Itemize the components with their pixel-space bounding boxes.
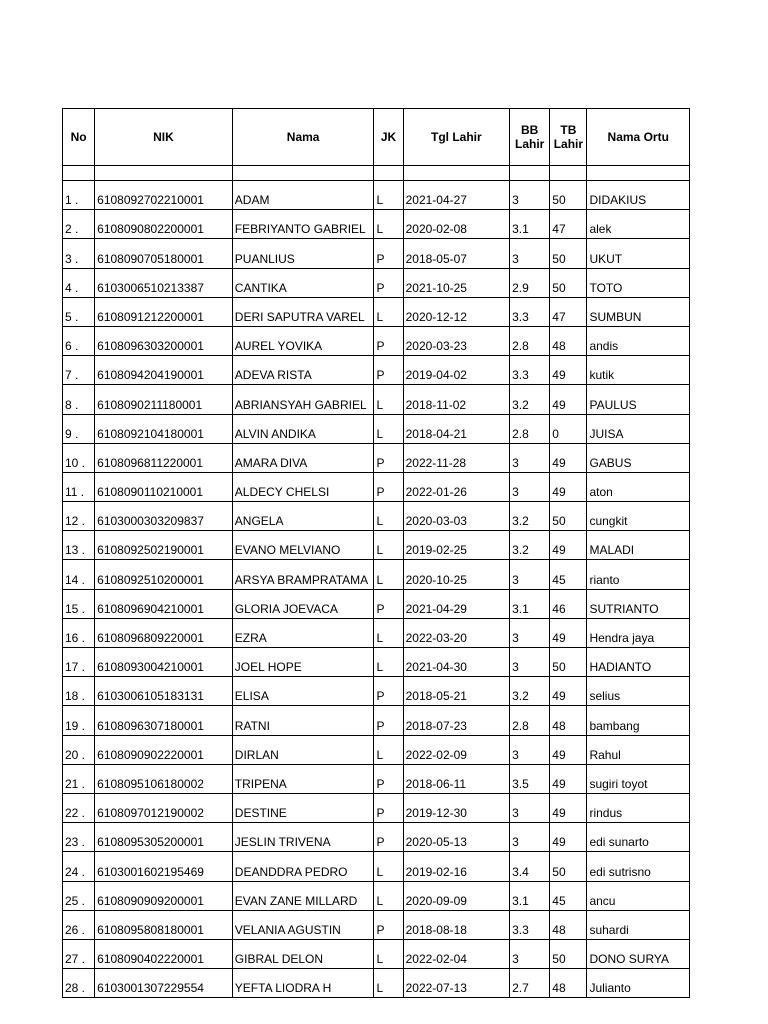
header-tgl-lahir: Tgl Lahir — [403, 109, 510, 166]
cell-no: 12 . — [63, 502, 95, 531]
header-tb-lahir-line2: Lahir — [553, 137, 584, 151]
cell-nama: FEBRIYANTO GABRIEL — [232, 210, 374, 239]
cell-tgl-lahir: 2019-04-02 — [403, 356, 510, 385]
cell-nama: GLORIA JOEVACA — [232, 589, 374, 618]
header-jk: JK — [374, 109, 403, 166]
cell-jk: P — [374, 326, 403, 355]
cell-nama: ELISA — [232, 677, 374, 706]
cell-tb-lahir: 48 — [550, 326, 587, 355]
cell-bb-lahir: 3 — [510, 823, 550, 852]
cell-tb-lahir: 49 — [550, 618, 587, 647]
cell-tb-lahir: 48 — [550, 706, 587, 735]
cell-jk: P — [374, 472, 403, 501]
cell-tgl-lahir: 2020-05-13 — [403, 823, 510, 852]
cell-nama-ortu: Rahul — [587, 735, 690, 764]
cell-nama: PUANLIUS — [232, 239, 374, 268]
cell-nama: ALVIN ANDIKA — [232, 414, 374, 443]
cell-bb-lahir: 3.5 — [510, 764, 550, 793]
cell-nama: GIBRAL DELON — [232, 939, 374, 968]
cell-nama-ortu: edi sutrisno — [587, 852, 690, 881]
table-row — [63, 735, 690, 764]
cell-nik: 6103006510213387 — [95, 268, 233, 297]
cell-tgl-lahir: 2020-03-03 — [403, 502, 510, 531]
cell-no: 6 . — [63, 326, 95, 355]
cell-tgl-lahir: 2019-02-16 — [403, 852, 510, 881]
cell-no: 28 . — [63, 969, 95, 998]
table-row — [63, 385, 690, 414]
cell-nama: EZRA — [232, 618, 374, 647]
cell-jk: L — [374, 385, 403, 414]
table-row — [63, 939, 690, 968]
table-row — [63, 443, 690, 472]
cell-bb-lahir: 2.8 — [510, 706, 550, 735]
cell-jk: P — [374, 677, 403, 706]
cell-no: 15 . — [63, 589, 95, 618]
cell-no: 19 . — [63, 706, 95, 735]
cell-bb-lahir: 3.2 — [510, 385, 550, 414]
cell-tgl-lahir: 2022-01-26 — [403, 472, 510, 501]
cell-jk: L — [374, 414, 403, 443]
cell-no: 26 . — [63, 910, 95, 939]
cell-no: 27 . — [63, 939, 95, 968]
header-bb-lahir-line1: BB — [521, 123, 539, 137]
cell-tb-lahir: 49 — [550, 735, 587, 764]
cell-nama: DEANDDRA PEDRO — [232, 852, 374, 881]
cell-nama-ortu: SUMBUN — [587, 297, 690, 326]
cell-nama: DESTINE — [232, 793, 374, 822]
cell-nama: DIRLAN — [232, 735, 374, 764]
cell-nama: ALDECY CHELSI — [232, 472, 374, 501]
cell-nama-ortu: DONO SURYA — [587, 939, 690, 968]
table-row — [63, 793, 690, 822]
table-row — [63, 502, 690, 531]
table-row — [63, 706, 690, 735]
cell-jk: L — [374, 297, 403, 326]
spacer-cell — [510, 166, 550, 181]
cell-jk: P — [374, 764, 403, 793]
cell-nik: 6108095808180001 — [95, 910, 233, 939]
cell-bb-lahir: 3 — [510, 181, 550, 210]
table-row — [63, 560, 690, 589]
spacer-cell — [550, 166, 587, 181]
cell-tb-lahir: 49 — [550, 531, 587, 560]
cell-tgl-lahir: 2018-07-23 — [403, 706, 510, 735]
cell-nama: YEFTA LIODRA H — [232, 969, 374, 998]
cell-jk: L — [374, 531, 403, 560]
table-row — [63, 239, 690, 268]
cell-bb-lahir: 3.2 — [510, 531, 550, 560]
table-row — [63, 356, 690, 385]
cell-nik: 6108092502190001 — [95, 531, 233, 560]
table-row — [63, 969, 690, 998]
cell-no: 24 . — [63, 852, 95, 881]
cell-no: 10 . — [63, 443, 95, 472]
cell-bb-lahir: 3 — [510, 648, 550, 677]
cell-jk: P — [374, 823, 403, 852]
cell-nama: ARSYA BRAMPRATAMA — [232, 560, 374, 589]
cell-tb-lahir: 49 — [550, 443, 587, 472]
cell-tb-lahir: 49 — [550, 472, 587, 501]
cell-nik: 6108096904210001 — [95, 589, 233, 618]
cell-nama-ortu: MALADI — [587, 531, 690, 560]
cell-nama-ortu: Hendra jaya — [587, 618, 690, 647]
cell-no: 9 . — [63, 414, 95, 443]
cell-jk: L — [374, 969, 403, 998]
cell-nama-ortu: GABUS — [587, 443, 690, 472]
spacer-row — [63, 166, 690, 181]
header-row — [63, 109, 690, 166]
cell-no: 4 . — [63, 268, 95, 297]
cell-nik: 6108096307180001 — [95, 706, 233, 735]
cell-nama-ortu: ancu — [587, 881, 690, 910]
cell-tgl-lahir: 2018-08-18 — [403, 910, 510, 939]
cell-tb-lahir: 49 — [550, 356, 587, 385]
cell-nama: JESLIN TRIVENA — [232, 823, 374, 852]
cell-bb-lahir: 3 — [510, 618, 550, 647]
header-nik: NIK — [95, 109, 233, 166]
table-row — [63, 852, 690, 881]
cell-nama: VELANIA AGUSTIN — [232, 910, 374, 939]
cell-nik: 6108096303200001 — [95, 326, 233, 355]
cell-tb-lahir: 49 — [550, 823, 587, 852]
cell-nama: EVAN ZANE MILLARD — [232, 881, 374, 910]
cell-jk: P — [374, 443, 403, 472]
cell-no: 8 . — [63, 385, 95, 414]
cell-no: 22 . — [63, 793, 95, 822]
cell-nama: ADEVA RISTA — [232, 356, 374, 385]
cell-nik: 6108097012190002 — [95, 793, 233, 822]
cell-nama-ortu: edi sunarto — [587, 823, 690, 852]
cell-bb-lahir: 3.3 — [510, 297, 550, 326]
table-row — [63, 648, 690, 677]
cell-nama-ortu: aton — [587, 472, 690, 501]
cell-nama: ADAM — [232, 181, 374, 210]
cell-bb-lahir: 2.9 — [510, 268, 550, 297]
cell-tb-lahir: 49 — [550, 677, 587, 706]
cell-nik: 6108090909200001 — [95, 881, 233, 910]
cell-bb-lahir: 3 — [510, 239, 550, 268]
cell-jk: L — [374, 939, 403, 968]
table-row — [63, 618, 690, 647]
cell-jk: L — [374, 648, 403, 677]
table-row — [63, 326, 690, 355]
cell-tb-lahir: 50 — [550, 502, 587, 531]
cell-tgl-lahir: 2020-10-25 — [403, 560, 510, 589]
cell-nik: 6108095106180002 — [95, 764, 233, 793]
cell-tgl-lahir: 2020-09-09 — [403, 881, 510, 910]
cell-jk: P — [374, 268, 403, 297]
cell-no: 1 . — [63, 181, 95, 210]
spacer-cell — [403, 166, 510, 181]
cell-tb-lahir: 50 — [550, 648, 587, 677]
header-tb-lahir — [550, 109, 587, 166]
cell-nik: 6108096809220001 — [95, 618, 233, 647]
cell-bb-lahir: 3.2 — [510, 502, 550, 531]
table-row — [63, 589, 690, 618]
cell-no: 18 . — [63, 677, 95, 706]
cell-nama-ortu: andis — [587, 326, 690, 355]
cell-nik: 6108090802200001 — [95, 210, 233, 239]
cell-nama: EVANO MELVIANO — [232, 531, 374, 560]
cell-tgl-lahir: 2018-05-21 — [403, 677, 510, 706]
cell-bb-lahir: 3 — [510, 793, 550, 822]
cell-tb-lahir: 50 — [550, 239, 587, 268]
cell-nik: 6108090211180001 — [95, 385, 233, 414]
cell-bb-lahir: 2.8 — [510, 326, 550, 355]
table-row — [63, 881, 690, 910]
cell-tb-lahir: 48 — [550, 910, 587, 939]
cell-tb-lahir: 45 — [550, 560, 587, 589]
cell-nik: 6103001602195469 — [95, 852, 233, 881]
cell-no: 11 . — [63, 472, 95, 501]
spacer-cell — [232, 166, 374, 181]
cell-tb-lahir: 49 — [550, 793, 587, 822]
cell-bb-lahir: 3 — [510, 560, 550, 589]
header-no: No — [63, 109, 95, 166]
cell-nama: TRIPENA — [232, 764, 374, 793]
cell-bb-lahir: 2.8 — [510, 414, 550, 443]
cell-nama-ortu: rianto — [587, 560, 690, 589]
cell-nik: 6108092510200001 — [95, 560, 233, 589]
cell-nama-ortu: JUISA — [587, 414, 690, 443]
cell-no: 3 . — [63, 239, 95, 268]
cell-nama: CANTIKA — [232, 268, 374, 297]
table-row — [63, 268, 690, 297]
cell-tb-lahir: 48 — [550, 969, 587, 998]
cell-bb-lahir: 3.2 — [510, 677, 550, 706]
cell-tb-lahir: 50 — [550, 268, 587, 297]
cell-jk: L — [374, 210, 403, 239]
table-body — [63, 166, 690, 998]
cell-tgl-lahir: 2022-02-09 — [403, 735, 510, 764]
cell-no: 5 . — [63, 297, 95, 326]
spacer-cell — [374, 166, 403, 181]
cell-nama-ortu: kutik — [587, 356, 690, 385]
spacer-cell — [63, 166, 95, 181]
data-sheet — [62, 108, 690, 998]
cell-no: 2 . — [63, 210, 95, 239]
cell-nama-ortu: bambang — [587, 706, 690, 735]
cell-nama: ANGELA — [232, 502, 374, 531]
cell-tgl-lahir: 2021-04-29 — [403, 589, 510, 618]
table-row — [63, 472, 690, 501]
cell-tgl-lahir: 2021-04-27 — [403, 181, 510, 210]
cell-nama: AUREL YOVIKA — [232, 326, 374, 355]
cell-nik: 6108090110210001 — [95, 472, 233, 501]
cell-no: 7 . — [63, 356, 95, 385]
cell-bb-lahir: 2.7 — [510, 969, 550, 998]
header-nama: Nama — [232, 109, 374, 166]
header-bb-lahir — [510, 109, 550, 166]
cell-jk: L — [374, 735, 403, 764]
cell-jk: P — [374, 589, 403, 618]
cell-jk: L — [374, 852, 403, 881]
cell-nik: 6108090705180001 — [95, 239, 233, 268]
header-bb-lahir-line2: Lahir — [515, 137, 545, 151]
cell-bb-lahir: 3 — [510, 472, 550, 501]
cell-jk: P — [374, 356, 403, 385]
cell-no: 17 . — [63, 648, 95, 677]
cell-tgl-lahir: 2021-10-25 — [403, 268, 510, 297]
cell-tb-lahir: 50 — [550, 181, 587, 210]
table-row — [63, 181, 690, 210]
cell-bb-lahir: 3 — [510, 939, 550, 968]
cell-nik: 6108090402220001 — [95, 939, 233, 968]
spacer-cell — [95, 166, 233, 181]
cell-no: 14 . — [63, 560, 95, 589]
cell-tgl-lahir: 2022-02-04 — [403, 939, 510, 968]
cell-bb-lahir: 3.3 — [510, 910, 550, 939]
cell-tb-lahir: 50 — [550, 939, 587, 968]
table-row — [63, 910, 690, 939]
cell-tgl-lahir: 2019-02-25 — [403, 531, 510, 560]
cell-bb-lahir: 3.1 — [510, 881, 550, 910]
cell-bb-lahir: 3.4 — [510, 852, 550, 881]
cell-bb-lahir: 3.1 — [510, 210, 550, 239]
cell-nik: 6103000303209837 — [95, 502, 233, 531]
cell-bb-lahir: 3 — [510, 443, 550, 472]
cell-tgl-lahir: 2020-02-08 — [403, 210, 510, 239]
cell-jk: L — [374, 618, 403, 647]
cell-bb-lahir: 3 — [510, 735, 550, 764]
cell-tb-lahir: 49 — [550, 385, 587, 414]
cell-jk: P — [374, 910, 403, 939]
cell-nik: 6103006105183131 — [95, 677, 233, 706]
cell-nama-ortu: cungkit — [587, 502, 690, 531]
cell-tgl-lahir: 2018-06-11 — [403, 764, 510, 793]
cell-nik: 6108095305200001 — [95, 823, 233, 852]
cell-nama-ortu: suhardi — [587, 910, 690, 939]
cell-tgl-lahir: 2021-04-30 — [403, 648, 510, 677]
table-row — [63, 297, 690, 326]
cell-tgl-lahir: 2018-04-21 — [403, 414, 510, 443]
cell-jk: L — [374, 881, 403, 910]
table-row — [63, 764, 690, 793]
cell-nama-ortu: PAULUS — [587, 385, 690, 414]
cell-nama: AMARA DIVA — [232, 443, 374, 472]
cell-no: 16 . — [63, 618, 95, 647]
cell-tgl-lahir: 2022-03-20 — [403, 618, 510, 647]
cell-tgl-lahir: 2020-12-12 — [403, 297, 510, 326]
cell-nama: RATNI — [232, 706, 374, 735]
cell-nama-ortu: DIDAKIUS — [587, 181, 690, 210]
cell-nik: 6108090902220001 — [95, 735, 233, 764]
cell-nama-ortu: Julianto — [587, 969, 690, 998]
cell-nik: 6108096811220001 — [95, 443, 233, 472]
cell-tgl-lahir: 2020-03-23 — [403, 326, 510, 355]
cell-tb-lahir: 0 — [550, 414, 587, 443]
cell-nik: 6108094204190001 — [95, 356, 233, 385]
table-row — [63, 414, 690, 443]
header-nama-ortu: Nama Ortu — [587, 109, 690, 166]
cell-nik: 6108092702210001 — [95, 181, 233, 210]
cell-nama-ortu: HADIANTO — [587, 648, 690, 677]
cell-nik: 6108091212200001 — [95, 297, 233, 326]
cell-tb-lahir: 46 — [550, 589, 587, 618]
cell-jk: P — [374, 706, 403, 735]
spacer-cell — [587, 166, 690, 181]
table-row — [63, 531, 690, 560]
cell-tgl-lahir: 2022-07-13 — [403, 969, 510, 998]
cell-tgl-lahir: 2018-11-02 — [403, 385, 510, 414]
cell-tb-lahir: 47 — [550, 297, 587, 326]
cell-tb-lahir: 49 — [550, 764, 587, 793]
cell-jk: L — [374, 560, 403, 589]
cell-nik: 6108093004210001 — [95, 648, 233, 677]
cell-nama: JOEL HOPE — [232, 648, 374, 677]
cell-jk: P — [374, 793, 403, 822]
cell-nama-ortu: sugiri toyot — [587, 764, 690, 793]
cell-tgl-lahir: 2018-05-07 — [403, 239, 510, 268]
cell-tb-lahir: 47 — [550, 210, 587, 239]
table-row — [63, 210, 690, 239]
cell-nama: ABRIANSYAH GABRIEL — [232, 385, 374, 414]
cell-nama-ortu: alek — [587, 210, 690, 239]
cell-nama-ortu: selius — [587, 677, 690, 706]
cell-no: 13 . — [63, 531, 95, 560]
cell-nama: DERI SAPUTRA VAREL — [232, 297, 374, 326]
cell-bb-lahir: 3.1 — [510, 589, 550, 618]
cell-nik: 6103001307229554 — [95, 969, 233, 998]
cell-tgl-lahir: 2019-12-30 — [403, 793, 510, 822]
cell-bb-lahir: 3.3 — [510, 356, 550, 385]
cell-jk: P — [374, 239, 403, 268]
header-tb-lahir-line1: TB — [560, 123, 577, 137]
cell-no: 20 . — [63, 735, 95, 764]
cell-jk: L — [374, 502, 403, 531]
cell-jk: L — [374, 181, 403, 210]
cell-no: 23 . — [63, 823, 95, 852]
cell-nama-ortu: UKUT — [587, 239, 690, 268]
cell-nama-ortu: rindus — [587, 793, 690, 822]
cell-nik: 6108092104180001 — [95, 414, 233, 443]
table-row — [63, 677, 690, 706]
table-row — [63, 823, 690, 852]
child-data-table — [62, 108, 690, 998]
cell-tb-lahir: 50 — [550, 852, 587, 881]
cell-tgl-lahir: 2022-11-28 — [403, 443, 510, 472]
cell-nama-ortu: SUTRIANTO — [587, 589, 690, 618]
cell-nama-ortu: TOTO — [587, 268, 690, 297]
cell-no: 25 . — [63, 881, 95, 910]
cell-no: 21 . — [63, 764, 95, 793]
cell-tb-lahir: 45 — [550, 881, 587, 910]
